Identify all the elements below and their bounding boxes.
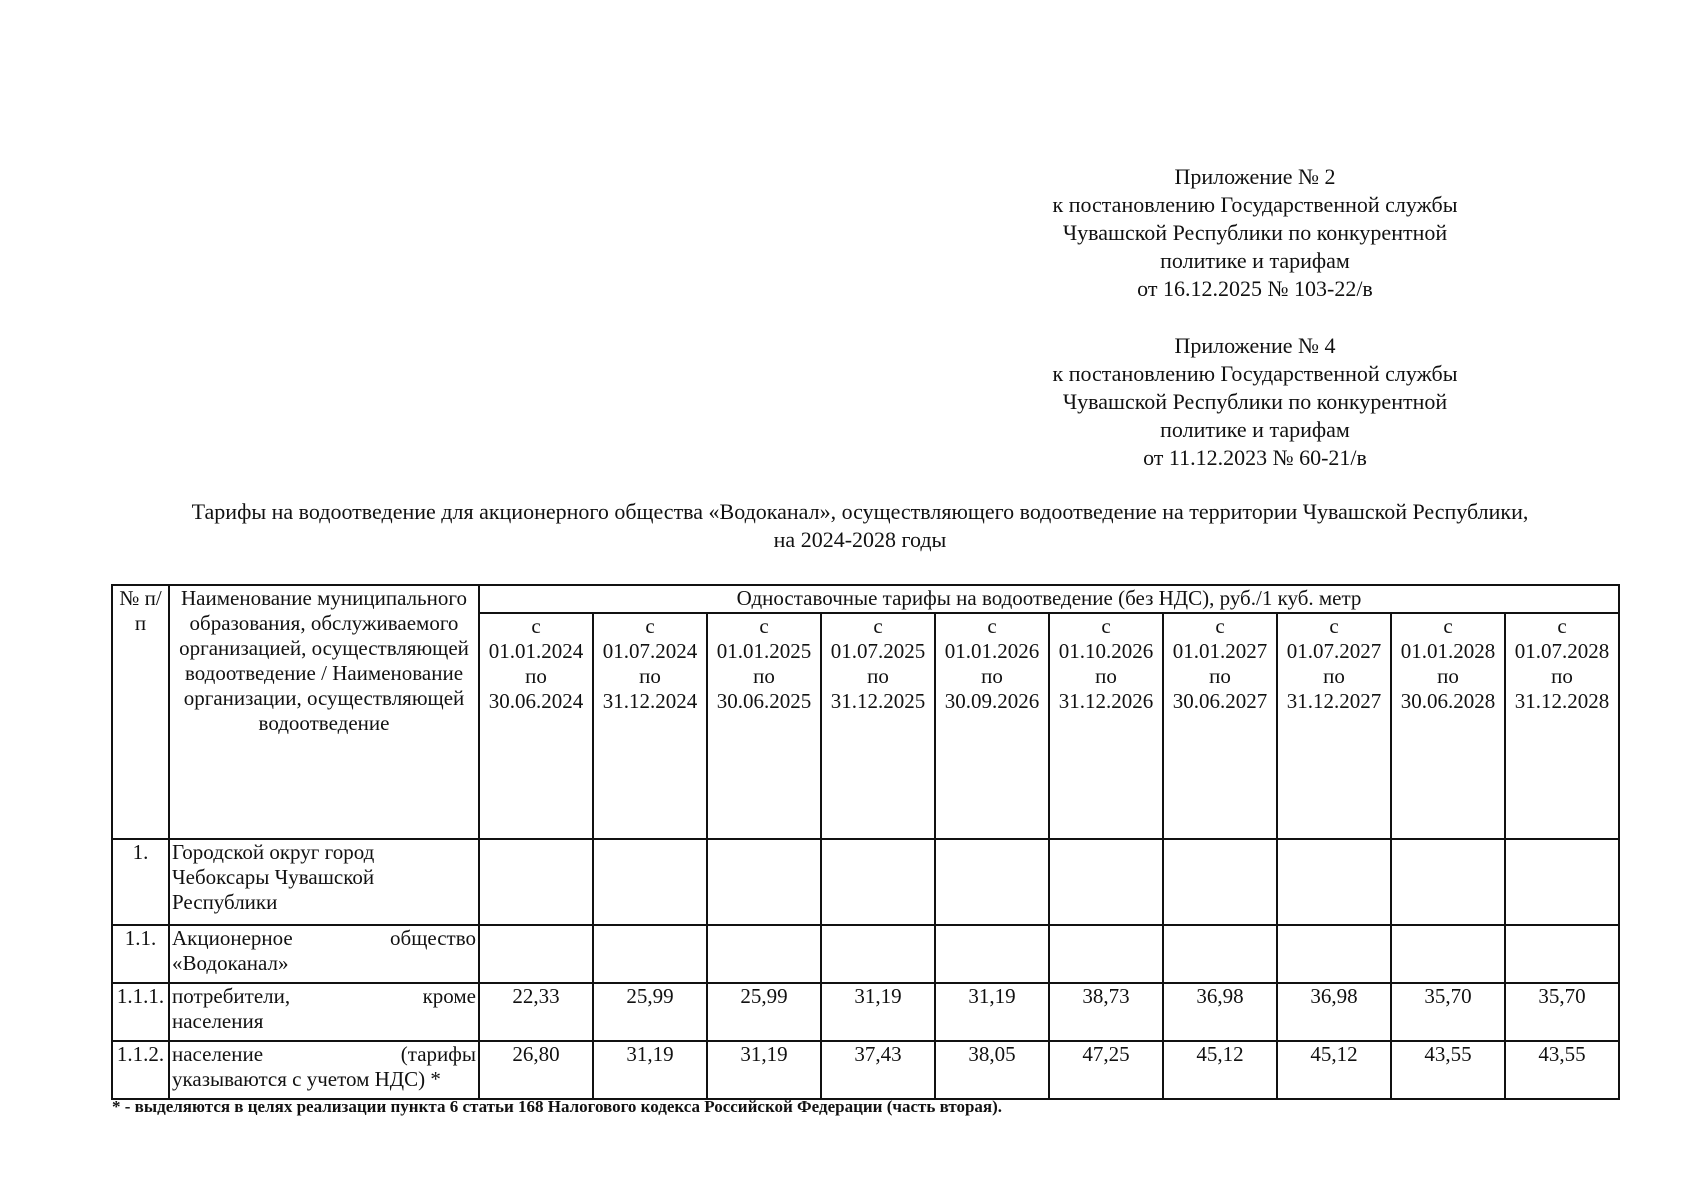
empty-cell	[479, 839, 593, 925]
appendix-4-line: Приложение № 4	[1174, 333, 1336, 358]
footnote: * - выделяются в целях реализации пункта 6 статьи 168 Налогового кодекса Российской Федерации (часть вторая).	[112, 1097, 1003, 1116]
appendix-4-line: к постановлению Государственной службы	[1052, 361, 1458, 386]
tariff-value: 45,12	[1277, 1041, 1391, 1099]
empty-cell	[707, 839, 821, 925]
period-header: с 01.07.2025 по 31.12.2025	[821, 613, 935, 839]
period-header: с 01.01.2024 по 30.06.2024	[479, 613, 593, 839]
empty-cell	[935, 925, 1049, 983]
tariff-value: 36,98	[1277, 983, 1391, 1041]
empty-cell	[1391, 925, 1505, 983]
appendix-4-header	[1010, 332, 1500, 472]
period-header: с 01.01.2027 по 30.06.2027	[1163, 613, 1277, 839]
appendix-4-line: Чувашской Республики по конкурентной	[1062, 389, 1448, 414]
row-number: 1.1.2.	[112, 1041, 169, 1099]
period-header: с 01.07.2024 по 31.12.2024	[593, 613, 707, 839]
empty-cell	[707, 925, 821, 983]
appendix-2-line: Чувашской Республики по конкурентной	[1062, 220, 1448, 245]
tariff-value: 43,55	[1391, 1041, 1505, 1099]
consumer-category: потребители, кроме населения	[169, 983, 479, 1041]
tariff-value: 38,05	[935, 1041, 1049, 1099]
empty-cell	[593, 839, 707, 925]
header-tariff-group: Одноставочные тарифы на водоотведение (без НДС), руб./1 куб. метр	[479, 585, 1619, 613]
row-number: 1.1.1.	[112, 983, 169, 1041]
empty-cell	[479, 925, 593, 983]
appendix-4-line: от 11.12.2023 № 60-21/в	[1143, 445, 1367, 470]
tariff-value: 25,99	[593, 983, 707, 1041]
empty-cell	[1391, 839, 1505, 925]
tariff-value: 45,12	[1163, 1041, 1277, 1099]
tariff-table	[111, 584, 1620, 1100]
municipality-name: Городской округ город Чебоксары Чувашской Республики	[169, 839, 479, 925]
tariff-value: 43,55	[1505, 1041, 1619, 1099]
period-header: с 01.10.2026 по 31.12.2026	[1049, 613, 1163, 839]
appendix-2-line: от 16.12.2025 № 103-22/в	[1137, 276, 1373, 301]
table-row	[112, 983, 1619, 1041]
tariff-value: 35,70	[1391, 983, 1505, 1041]
document-title	[110, 498, 1610, 554]
period-header: с 01.01.2026 по 30.09.2026	[935, 613, 1049, 839]
tariff-value: 22,33	[479, 983, 593, 1041]
empty-cell	[1277, 839, 1391, 925]
empty-cell	[821, 839, 935, 925]
empty-cell	[1049, 925, 1163, 983]
appendix-2-line: Приложение № 2	[1174, 164, 1336, 189]
tariff-value: 38,73	[1049, 983, 1163, 1041]
tariff-value: 31,19	[593, 1041, 707, 1099]
row-number: 1.1.	[112, 925, 169, 983]
period-header: с 01.07.2028 по 31.12.2028	[1505, 613, 1619, 839]
empty-cell	[821, 925, 935, 983]
document-title-line-1: Тарифы на водоотведение для акционерного общества «Водоканал», осуществляющего водоотведение на территории Чувашской Республики,	[191, 499, 1529, 524]
document-title-line-2: на 2024-2028 годы	[773, 527, 947, 552]
tariff-value: 26,80	[479, 1041, 593, 1099]
tariff-value: 37,43	[821, 1041, 935, 1099]
empty-cell	[1277, 925, 1391, 983]
row-number: 1.	[112, 839, 169, 925]
header-organization-name: Наименование муниципального образования, обслуживаемого организацией, осуществляющей водоотведение / Наименование организации, осуществляющей водоотведение	[169, 585, 479, 839]
appendix-2-header	[1010, 163, 1500, 303]
tariff-value: 47,25	[1049, 1041, 1163, 1099]
period-header: с 01.01.2028 по 30.06.2028	[1391, 613, 1505, 839]
table-row	[112, 925, 1619, 983]
appendix-4-line: политике и тарифам	[1160, 417, 1350, 442]
tariff-value: 36,98	[1163, 983, 1277, 1041]
empty-cell	[1163, 925, 1277, 983]
tariff-value: 31,19	[821, 983, 935, 1041]
table-row	[112, 1041, 1619, 1099]
header-number: № п/п	[112, 585, 169, 839]
tariff-value: 35,70	[1505, 983, 1619, 1041]
tariff-value: 25,99	[707, 983, 821, 1041]
table-row	[112, 839, 1619, 925]
period-header: с 01.01.2025 по 30.06.2025	[707, 613, 821, 839]
empty-cell	[1505, 839, 1619, 925]
empty-cell	[1049, 839, 1163, 925]
appendix-2-line: к постановлению Государственной службы	[1052, 192, 1458, 217]
consumer-category: население (тарифы указываются с учетом НДС) *	[169, 1041, 479, 1099]
tariff-value: 31,19	[707, 1041, 821, 1099]
appendix-2-line: политике и тарифам	[1160, 248, 1350, 273]
empty-cell	[1505, 925, 1619, 983]
empty-cell	[1163, 839, 1277, 925]
period-header: с 01.07.2027 по 31.12.2027	[1277, 613, 1391, 839]
empty-cell	[935, 839, 1049, 925]
tariff-value: 31,19	[935, 983, 1049, 1041]
empty-cell	[593, 925, 707, 983]
organization-name: Акционерное общество «Водоканал»	[169, 925, 479, 983]
